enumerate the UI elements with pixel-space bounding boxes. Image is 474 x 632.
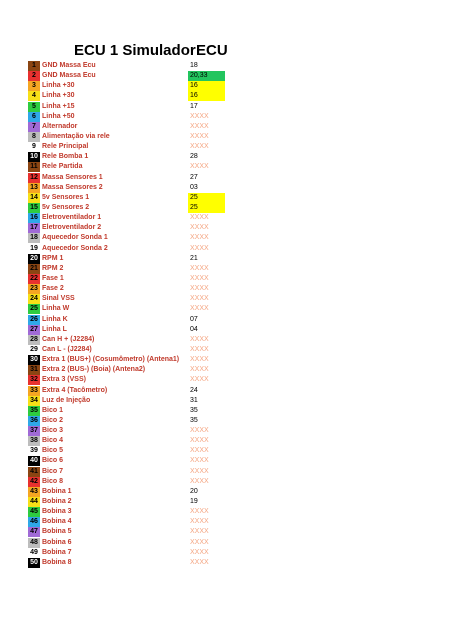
pin-label: Rele Principal xyxy=(42,143,89,151)
pin-label: Bico 6 xyxy=(42,457,64,465)
ecu-pin-value: 20 xyxy=(190,487,198,495)
pin-number-cell: 47 xyxy=(28,527,40,537)
ecu-pin-value: 18 xyxy=(190,62,198,69)
ecu-pin-value: XXXX xyxy=(190,427,209,435)
pin-number-cell: 2 xyxy=(28,71,40,81)
pin-number-cell: 8 xyxy=(28,132,40,142)
pin-number-cell: 32 xyxy=(28,375,40,385)
pin-number-cell: 12 xyxy=(28,173,40,183)
ecu-pin-value: XXXX xyxy=(190,447,209,455)
ecu-pin-value: 04 xyxy=(190,325,198,333)
pin-number-cell: 44 xyxy=(28,497,40,507)
ecu-pin-value: XXXX xyxy=(190,132,209,140)
pin-label: Fase 2 xyxy=(42,285,64,293)
pin-number-cell: 20 xyxy=(28,254,40,264)
pin-label: Alternador xyxy=(42,122,78,130)
pin-number-cell: 13 xyxy=(28,183,40,193)
ecu-pin-value: 20,33 xyxy=(188,71,225,81)
pin-number-cell: 39 xyxy=(28,446,40,456)
ecu-pin-value: XXXX xyxy=(190,295,209,303)
ecu-pin-value: 17 xyxy=(190,102,198,110)
pin-label: Bico 3 xyxy=(42,427,64,435)
pin-number-cell: 3 xyxy=(28,81,40,91)
pin-label: Bico 5 xyxy=(42,447,64,455)
pin-label: Bobina 4 xyxy=(42,518,72,526)
ecu-pin-value: XXXX xyxy=(190,264,209,272)
pin-number-cell: 30 xyxy=(28,355,40,365)
ecu-pin-value: XXXX xyxy=(190,457,209,465)
pin-label: Alimentação via rele xyxy=(42,132,110,140)
pin-number-cell: 38 xyxy=(28,436,40,446)
pin-number-cell: 49 xyxy=(28,548,40,558)
ecu-pin-value: 25 xyxy=(188,193,225,203)
pin-label: Bico 1 xyxy=(42,406,64,414)
pin-number-cell: 16 xyxy=(28,213,40,223)
pin-number-cell: 10 xyxy=(28,152,40,162)
pin-number-cell: 24 xyxy=(28,294,40,304)
ecu-pin-value: XXXX xyxy=(190,508,209,516)
ecu-pin-value: XXXX xyxy=(190,214,209,222)
pin-number-cell: 4 xyxy=(28,91,40,101)
pin-label: Aquecedor Sonda 2 xyxy=(42,244,108,252)
ecu-pin-value: XXXX xyxy=(190,224,209,232)
pin-label: Extra 3 (VSS) xyxy=(42,376,86,384)
pin-label: Bico 2 xyxy=(42,416,64,424)
pin-number-cell: 11 xyxy=(28,162,40,172)
pin-label: RPM 2 xyxy=(42,264,64,272)
pin-label: Massa Sensores 1 xyxy=(42,173,103,181)
pin-number-cell: 25 xyxy=(28,304,40,314)
pin-label: Bobina 8 xyxy=(42,558,72,566)
pin-number-cell: 26 xyxy=(28,315,40,325)
pin-label: Linha W xyxy=(42,305,70,313)
pin-label: Aquecedor Sonda 1 xyxy=(42,234,108,242)
pin-label: Bico 8 xyxy=(42,477,64,485)
pin-label: Linha L xyxy=(42,325,67,333)
pin-number-cell: 28 xyxy=(28,335,40,345)
pin-number-cell: 21 xyxy=(28,264,40,274)
pin-number-cell: 17 xyxy=(28,223,40,233)
ecu-pin-value: XXXX xyxy=(190,345,209,353)
pin-label: RPM 1 xyxy=(42,254,64,262)
pin-number-cell: 1 xyxy=(28,61,40,71)
ecu-pin-value: XXXX xyxy=(190,558,209,566)
pin-number-cell: 50 xyxy=(28,558,40,568)
ecu-pin-value: 21 xyxy=(190,254,198,262)
ecu-pin-value: XXXX xyxy=(190,112,209,120)
pin-number-cell: 36 xyxy=(28,416,40,426)
pin-label: Extra 4 (Tacômetro) xyxy=(42,386,108,394)
ecu-pin-value: XXXX xyxy=(190,163,209,171)
ecu-pin-value: XXXX xyxy=(190,356,209,364)
pin-number-cell: 5 xyxy=(28,102,40,112)
ecu-pin-value: 19 xyxy=(190,498,198,506)
ecu-pin-value: XXXX xyxy=(190,477,209,485)
pin-number-cell: 19 xyxy=(28,244,40,254)
ecu-pin-value: XXXX xyxy=(190,376,209,384)
pin-number-cell: 29 xyxy=(28,345,40,355)
ecu-pin-value: XXXX xyxy=(190,366,209,374)
ecu-pin-value: XXXX xyxy=(190,244,209,252)
ecu-pin-value: XXXX xyxy=(190,143,209,151)
pin-label: Luz de Injeção xyxy=(42,396,91,404)
pin-number-cell: 43 xyxy=(28,487,40,497)
pin-number-cell: 18 xyxy=(28,233,40,243)
pin-number-cell: 7 xyxy=(28,122,40,132)
pin-label: Bobina 5 xyxy=(42,528,72,536)
ecu-pin-value: XXXX xyxy=(190,548,209,556)
pin-number-cell: 22 xyxy=(28,274,40,284)
pin-label: Bico 7 xyxy=(42,467,64,475)
ecu-pin-value: XXXX xyxy=(190,274,209,282)
pin-label: Linha +30 xyxy=(42,92,75,100)
pin-number-cell: 27 xyxy=(28,325,40,335)
ecu-pin-value: XXXX xyxy=(190,518,209,526)
pin-label: Linha +50 xyxy=(42,112,75,120)
ecu-pin-value: 31 xyxy=(190,396,198,404)
pin-label: Eletroventilador 1 xyxy=(42,214,102,222)
pin-number-cell: 42 xyxy=(28,477,40,487)
ecu-pin-value: 03 xyxy=(190,183,198,191)
pin-number-cell: 23 xyxy=(28,284,40,294)
ecu-pin-value: 35 xyxy=(190,416,198,424)
pin-number-cell: 37 xyxy=(28,426,40,436)
ecu-pin-value: 28 xyxy=(190,153,198,161)
pin-label: 5v Sensores 1 xyxy=(42,193,90,201)
pin-number-cell: 35 xyxy=(28,406,40,416)
ecu-pin-value: XXXX xyxy=(190,285,209,293)
pin-label: Bobina 2 xyxy=(42,498,72,506)
ecu-pin-value: 27 xyxy=(190,173,198,181)
pin-label: Extra 2 (BUS-) (Boia) (Antena2) xyxy=(42,366,146,374)
ecu-column-title: ECU xyxy=(196,42,228,59)
pin-label: Linha K xyxy=(42,315,68,323)
pin-label: Bobina 6 xyxy=(42,538,72,546)
ecu-pin-value: XXXX xyxy=(190,122,209,130)
ecu-pin-value: XXXX xyxy=(190,437,209,445)
pin-number-cell: 33 xyxy=(28,386,40,396)
ecu-pin-value: 24 xyxy=(190,386,198,394)
pin-number-cell: 34 xyxy=(28,396,40,406)
pin-label: Rele Bomba 1 xyxy=(42,153,89,161)
ecu-pin-value: XXXX xyxy=(190,528,209,536)
pin-number-cell: 9 xyxy=(28,142,40,152)
pin-number-cell: 14 xyxy=(28,193,40,203)
pin-label: Sinal VSS xyxy=(42,295,75,303)
pin-number-cell: 6 xyxy=(28,112,40,122)
pin-number-cell: 15 xyxy=(28,203,40,213)
ecu-pin-value: XXXX xyxy=(190,467,209,475)
ecu-pin-value: XXXX xyxy=(190,234,209,242)
pin-label: 5v Sensores 2 xyxy=(42,203,90,211)
pin-label: Massa Sensores 2 xyxy=(42,183,103,191)
pin-label: Extra 1 (BUS+) (Cosumômetro) (Antena1) xyxy=(42,356,180,364)
pin-label: Fase 1 xyxy=(42,274,64,282)
ecu-pin-value: XXXX xyxy=(190,305,209,313)
pin-label: Can H + (J2284) xyxy=(42,335,95,343)
pin-number-cell: 40 xyxy=(28,456,40,466)
pin-label: Bobina 1 xyxy=(42,487,72,495)
pin-label: Rele Partida xyxy=(42,163,83,171)
ecu-pin-value: XXXX xyxy=(190,335,209,343)
pin-number-cell: 48 xyxy=(28,538,40,548)
pin-label: Linha +30 xyxy=(42,82,75,90)
pin-label: Bobina 7 xyxy=(42,548,72,556)
pin-number-cell: 45 xyxy=(28,507,40,517)
simulator-column-title: ECU 1 Simulador xyxy=(74,42,196,59)
pin-number-cell: 46 xyxy=(28,517,40,527)
pin-number-cell: 31 xyxy=(28,365,40,375)
pin-label: Bobina 3 xyxy=(42,508,72,516)
ecu-pin-value: 25 xyxy=(188,203,225,213)
ecu-pin-value: 07 xyxy=(190,315,198,323)
ecu-pin-value: 35 xyxy=(190,406,198,414)
ecu-pin-value: XXXX xyxy=(190,538,209,546)
pin-label: GND Massa Ecu xyxy=(42,72,96,80)
ecu-pin-value: 16 xyxy=(188,91,225,101)
pin-number-cell: 41 xyxy=(28,467,40,477)
pin-label: Bico 4 xyxy=(42,437,64,445)
pin-label: Eletroventilador 2 xyxy=(42,224,102,232)
ecu-pin-value: 16 xyxy=(188,81,225,91)
pin-label: GND Massa Ecu xyxy=(42,62,96,69)
pin-label: Linha +15 xyxy=(42,102,75,110)
pin-label: Can L - (J2284) xyxy=(42,345,92,353)
